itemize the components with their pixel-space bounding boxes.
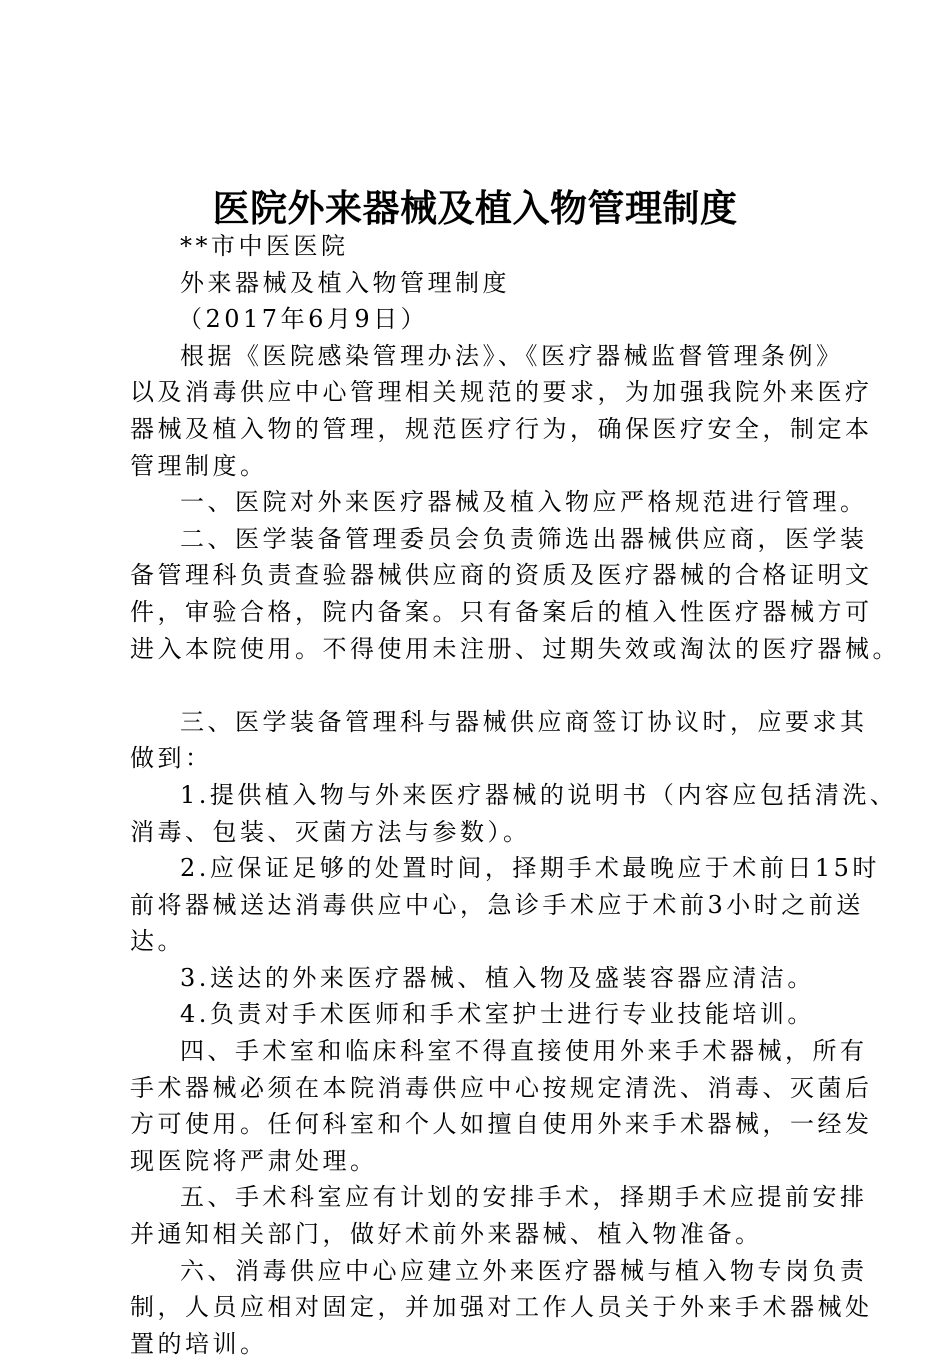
item-2-line-3: 达。 [130,927,185,956]
document-title: 医院外来器械及植入物管理制度 [212,186,738,230]
clause-5-line-2: 并通知相关部门，做好术前外来器械、植入物准备。 [130,1220,763,1249]
clause-6-line-1: 六、消毒供应中心应建立外来医疗器械与植入物专岗负责 [180,1256,868,1285]
clause-4-line-2: 手术器械必须在本院消毒供应中心按规定清洗、消毒、灭菌后 [130,1073,873,1102]
item-1-line-2: 消毒、包装、灭菌方法与参数）。 [130,817,531,846]
clause-6-line-2: 制，人员应相对固定，并加强对工作人员关于外来手术器械处 [130,1293,873,1322]
hospital-name: **市中医医院 [180,232,349,260]
item-2-line-2: 前将器械送达消毒供应中心，急诊手术应于术前3小时之前送 [130,890,864,919]
clause-3-line-1: 三、医学装备管理科与器械供应商签订协议时，应要求其 [180,707,868,736]
item-4: 4.负责对手术医师和手术室护士进行专业技能培训。 [180,1000,815,1029]
document-date: （2017年6月9日） [178,305,429,334]
clause-4-line-1: 四、手术室和临床科室不得直接使用外来手术器械，所有 [180,1037,868,1066]
item-2-line-1: 2.应保证足够的处置时间，择期手术最晚应于术前日15时 [180,854,880,883]
subtitle: 外来器械及植入物管理制度 [180,268,510,297]
clause-1: 一、医院对外来医疗器械及植入物应严格规范进行管理。 [180,488,868,517]
item-1-line-1: 1.提供植入物与外来医疗器械的说明书（内容应包括清洗、 [180,780,898,809]
clause-4-line-3: 方可使用。任何科室和个人如擅自使用外来手术器械，一经发 [130,1110,873,1139]
clause-6-line-3: 置的培训。 [130,1329,268,1358]
document-body [130,228,900,1362]
clause-2-line-3: 件，审验合格，院内备案。只有备案后的植入性医疗器械方可 [130,597,873,626]
intro-line-1: 根据《医院感染管理办法》、《医疗器械监督管理条例》 [180,341,844,370]
clause-4-line-4: 现医院将严肃处理。 [130,1146,378,1175]
clause-2-line-4: 进入本院使用。不得使用未注册、过期失效或淘汰的医疗器械。 [130,634,900,663]
clause-2-line-1: 二、医学装备管理委员会负责筛选出器械供应商，医学装 [180,524,868,553]
intro-line-4: 管理制度。 [130,451,268,480]
clause-5-line-1: 五、手术科室应有计划的安排手术，择期手术应提前安排 [180,1183,868,1212]
intro-line-3: 器械及植入物的管理，规范医疗行为，确保医疗安全，制定本 [130,414,873,443]
clause-3-line-2: 做到： [130,744,213,773]
item-3: 3.送达的外来医疗器械、植入物及盛装容器应清洁。 [180,963,815,992]
intro-line-2: 以及消毒供应中心管理相关规范的要求，为加强我院外来医疗 [130,378,873,407]
blank-line [130,667,850,704]
clause-2-line-2: 备管理科负责查验器械供应商的资质及医疗器械的合格证明文 [130,561,873,590]
